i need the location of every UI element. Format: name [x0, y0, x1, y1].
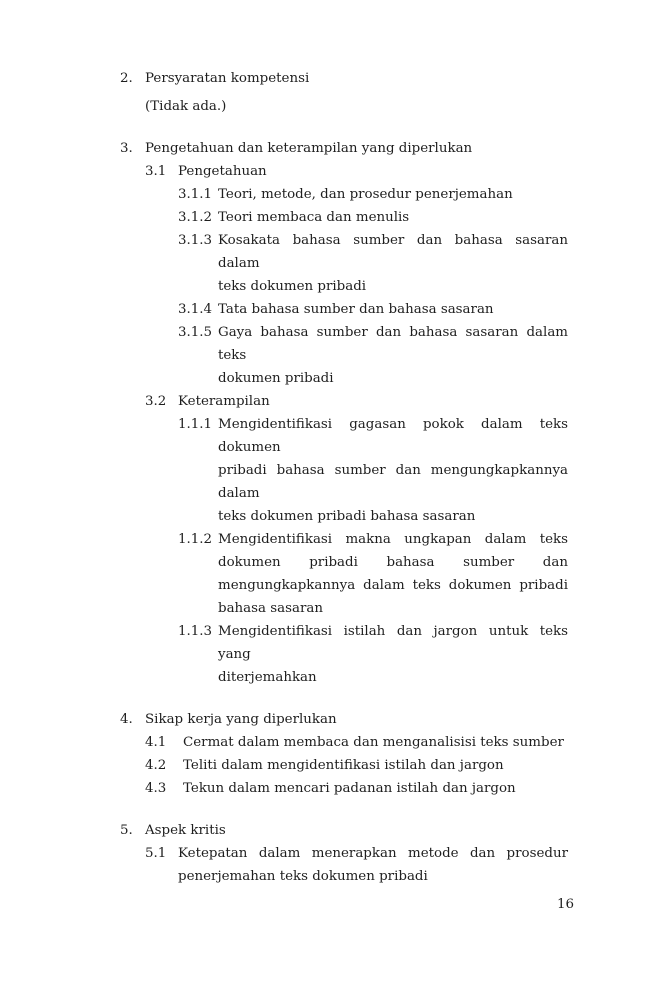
text-line: bahasa sasaran	[218, 601, 323, 616]
item-text	[178, 842, 568, 888]
item-number: 3.2	[145, 394, 167, 409]
item-number: 4.	[120, 712, 133, 727]
list-item	[145, 731, 568, 754]
list-item	[178, 528, 568, 620]
list-item	[145, 842, 568, 888]
text-line: diterjemahkan	[218, 670, 317, 685]
item-text	[183, 754, 568, 777]
list-item	[120, 819, 568, 842]
item-number: 4.1	[145, 735, 167, 750]
item-text	[218, 206, 568, 229]
list-item	[120, 95, 568, 118]
text-line: mengungkapkannya dalam teks dokumen pribadi	[218, 578, 568, 593]
text-line: Teori, metode, dan prosedur penerjemahan	[218, 187, 513, 202]
text-line: Cermat dalam membaca dan menganalisisi teks sumber	[183, 735, 564, 750]
list-item	[178, 413, 568, 528]
list-item	[178, 229, 568, 298]
item-text	[145, 95, 568, 118]
item-text	[178, 390, 568, 413]
text-line: Gaya bahasa sumber dan bahasa sasaran dalam teks	[218, 325, 568, 363]
text-line: (Tidak ada.)	[145, 99, 227, 114]
text-line: Pengetahuan dan keterampilan yang diperlukan	[145, 141, 473, 156]
item-text	[218, 528, 568, 620]
page-number: 16	[557, 897, 575, 912]
item-text	[218, 298, 568, 321]
item-text	[218, 321, 568, 390]
item-number: 1.1.2	[178, 532, 213, 547]
item-text	[178, 160, 568, 183]
list-item	[178, 183, 568, 206]
item-number: 5.	[120, 823, 133, 838]
text-line: pribadi bahasa sumber dan mengungkapkannya dalam	[218, 463, 568, 501]
item-text	[145, 137, 568, 160]
text-line: Teori membaca dan menulis	[218, 210, 410, 225]
item-number: 3.1.4	[178, 302, 213, 317]
text-line: penerjemahan teks dokumen pribadi	[178, 869, 428, 884]
text-line: teks dokumen pribadi bahasa sasaran	[218, 509, 476, 524]
item-number: 1.1.3	[178, 624, 213, 639]
item-number: 4.2	[145, 758, 167, 773]
list-item	[145, 754, 568, 777]
item-text	[218, 183, 568, 206]
item-text	[218, 413, 568, 528]
item-number: 3.1.5	[178, 325, 213, 340]
item-text	[145, 708, 568, 731]
list-item	[120, 67, 568, 90]
list-item	[120, 708, 568, 731]
item-text	[145, 67, 568, 90]
text-line: Teliti dalam mengidentifikasi istilah dan jargon	[183, 758, 504, 773]
item-number: 1.1.1	[178, 417, 213, 432]
list-item	[145, 777, 568, 800]
item-number: 3.	[120, 141, 133, 156]
text-line: Mengidentifikasi gagasan pokok dalam teks dokumen	[218, 417, 568, 455]
list-item	[178, 206, 568, 229]
list-item	[178, 620, 568, 689]
item-text	[145, 819, 568, 842]
text-line: Aspek kritis	[145, 823, 226, 838]
item-number: 4.3	[145, 781, 167, 796]
item-text	[183, 777, 568, 800]
item-text	[218, 620, 568, 689]
text-line: Ketepatan dalam menerapkan metode dan prosedur	[178, 846, 568, 861]
item-number: 3.1.2	[178, 210, 213, 225]
item-number: 3.1.1	[178, 187, 213, 202]
text-line: Pengetahuan	[178, 164, 267, 179]
text-line: dokumen pribadi	[218, 371, 334, 386]
text-line: dokumen pribadi bahasa sumber dan	[218, 555, 568, 570]
list-item	[178, 321, 568, 390]
text-line: Mengidentifikasi makna ungkapan dalam teks	[218, 532, 568, 547]
list-item	[120, 137, 568, 160]
list-item	[145, 160, 568, 183]
list-item	[178, 298, 568, 321]
item-text	[218, 229, 568, 298]
document-body	[120, 67, 568, 888]
item-number: 5.1	[145, 846, 167, 861]
item-number: 3.1.3	[178, 233, 213, 248]
text-line: Kosakata bahasa sumber dan bahasa sasaran dalam	[218, 233, 568, 271]
item-number: 2.	[120, 71, 133, 86]
text-line: Persyaratan kompetensi	[145, 71, 310, 86]
text-line: Mengidentifikasi istilah dan jargon untuk teks yang	[218, 624, 568, 662]
text-line: teks dokumen pribadi	[218, 279, 367, 294]
list-item	[145, 390, 568, 413]
text-line: Tekun dalam mencari padanan istilah dan jargon	[183, 781, 516, 796]
item-text	[183, 731, 568, 754]
text-line: Tata bahasa sumber dan bahasa sasaran	[218, 302, 494, 317]
text-line: Keterampilan	[178, 394, 270, 409]
text-line: Sikap kerja yang diperlukan	[145, 712, 337, 727]
item-number: 3.1	[145, 164, 167, 179]
